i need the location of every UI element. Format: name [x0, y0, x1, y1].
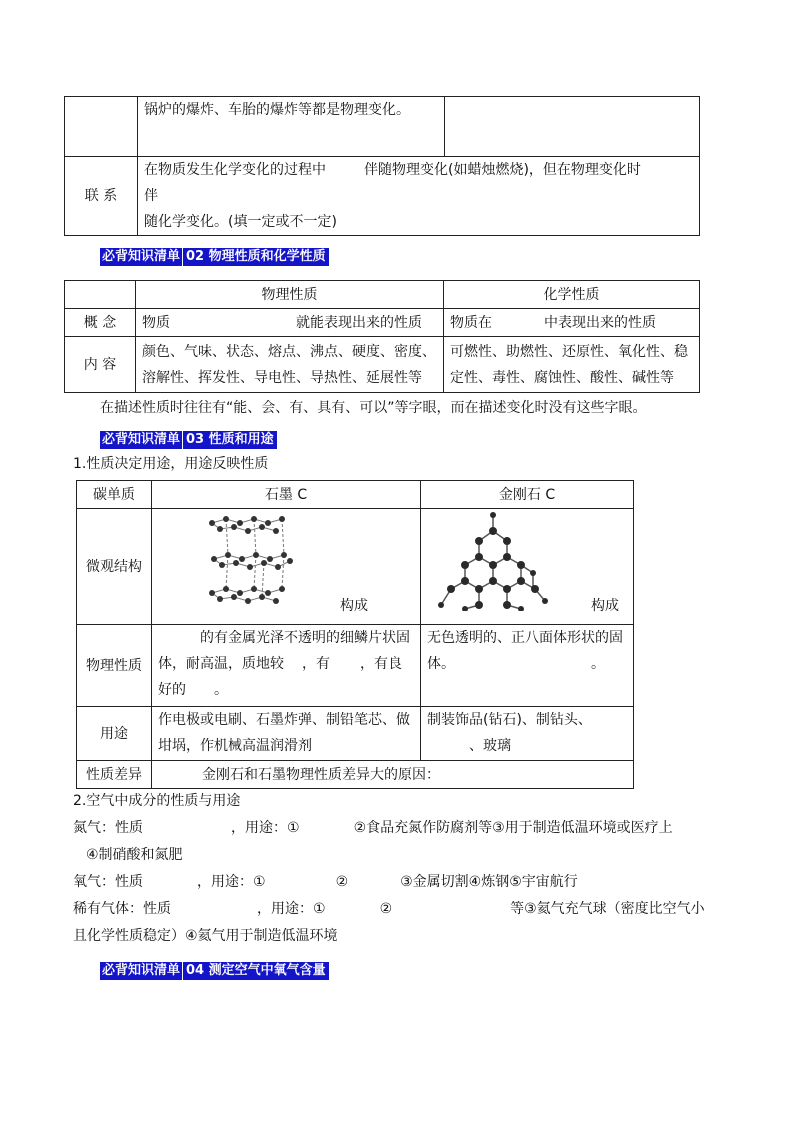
- nitrogen-line1: [73, 817, 673, 839]
- concept-physical: [136, 309, 444, 337]
- graphite-phys-2a: 体，耐高温，质地较: [158, 656, 284, 672]
- graphite-phys-line1: 的有金属光泽不透明的细鳞片状固: [200, 630, 410, 646]
- link-text-d: 随化学变化。(填一定或不一定): [144, 214, 337, 230]
- use-label: 用途: [77, 707, 152, 761]
- graphite-phys-2c: ，有良: [360, 656, 402, 672]
- section-02-heading: [100, 248, 329, 266]
- rare-b: ，用途：①: [257, 901, 326, 917]
- link-text-a: 在物质发生化学变化的过程中: [144, 162, 326, 178]
- section-02-label: 必背知识清单: [102, 249, 181, 264]
- content-chem-line2: 定性、毒性、腐蚀性、酸性、碱性等: [450, 370, 674, 386]
- concept-chem-a: 物质在: [450, 314, 492, 331]
- concept-label: 概 念: [65, 309, 136, 337]
- section-03-heading: [100, 431, 277, 449]
- concept-chemical: [444, 309, 700, 337]
- o2-b: ，用途：①: [197, 874, 266, 890]
- physical-chemical-change-table: [64, 96, 700, 236]
- content-physical: [136, 337, 444, 393]
- h-graphite: 石墨 C: [152, 481, 421, 509]
- diamond-phys-line1: 无色透明的、正八面体形状的固: [427, 630, 623, 646]
- h-diamond: 金刚石 C: [421, 481, 634, 509]
- table1-row1-text: 锅炉的爆炸、车胎的爆炸等都是物理变化。: [138, 97, 445, 157]
- graphite-phys-3b: 。: [214, 682, 228, 698]
- section-03-label: 必背知识清单: [102, 432, 181, 447]
- link-label: 联 系: [65, 157, 138, 236]
- graphite-use-line1: 作电极或电刷、石墨炸弹、制铅笔芯、做: [158, 712, 410, 728]
- diamond-structure-cell: [421, 509, 634, 625]
- link-text-b: 伴随物理变化(如蜡烛燃烧)，但在物理变化时: [364, 162, 641, 178]
- header-physical: 物理性质: [136, 281, 444, 309]
- diamond-phys-cell: [421, 625, 634, 707]
- graphite-compose-label: 构成: [340, 598, 368, 614]
- diamond-compose-label: 构成: [591, 598, 619, 614]
- rare-d: 等③氦气充气球（密度比空气小: [510, 901, 705, 917]
- content-chem-line1: 可燃性、助燃性、还原性、氧化性、稳: [450, 344, 688, 360]
- section-04-title: 04 测定空气中氧气含量: [183, 962, 329, 980]
- graphite-phys-3a: 好的: [158, 682, 186, 698]
- diamond-phys-2b: 。: [591, 656, 605, 672]
- graphite-phys-cell: [152, 625, 421, 707]
- concept-phys-b: 就能表现出来的性质: [296, 314, 422, 331]
- rare-gas-line1: [73, 898, 705, 920]
- o2-a: 氧气：性质: [73, 874, 143, 890]
- concept-phys-a: 物质: [142, 314, 170, 331]
- diamond-use-line1: 制装饰品(钻石)、制钻头、: [427, 712, 592, 728]
- nitrogen-line2: ④制硝酸和氮肥: [86, 847, 183, 863]
- concept-chem-b: 中表现出来的性质: [544, 314, 656, 331]
- rare-a: 稀有气体：性质: [73, 901, 171, 917]
- table1-empty-label-cell: [65, 97, 138, 157]
- oxygen-line: [73, 871, 578, 893]
- table2-corner-cell: [65, 281, 136, 309]
- rare-c: ②: [379, 901, 393, 917]
- content-label: 内 容: [65, 337, 136, 393]
- diamond-use-line2: 、玻璃: [469, 738, 511, 754]
- content-chemical: [444, 337, 700, 393]
- graphite-phys-2b: ，有: [302, 656, 330, 672]
- carbon-table: [76, 480, 634, 789]
- header-chemical: 化学性质: [444, 281, 700, 309]
- n2-a: 氮气：性质: [73, 820, 143, 836]
- table1-row1-right-cell: [445, 97, 700, 157]
- n2-c: ②食品充氮作防腐剂等③用于制造低温环境或医疗上: [353, 820, 673, 836]
- content-phys-line2: 溶解性、挥发性、导电性、导热性、延展性等: [142, 370, 422, 386]
- content-phys-line1: 颜色、气味、状态、熔点、沸点、硬度、密度、: [142, 344, 436, 360]
- graphite-structure-image: [204, 513, 314, 613]
- sub-heading-2: 2.空气中成分的性质与用途: [73, 793, 241, 809]
- section-04-label: 必背知识清单: [102, 963, 181, 978]
- graphite-structure-cell: [152, 509, 421, 625]
- section-04-heading: [100, 962, 329, 980]
- link-text-cell: [138, 157, 700, 236]
- note-text: 在描述性质时往往有“能、会、有、具有、可以”等字眼，而在描述变化时没有这些字眼。: [100, 400, 647, 416]
- properties-table: [64, 280, 700, 393]
- section-02-title: 02 物理性质和化学性质: [183, 248, 329, 266]
- sub-heading-1: 1.性质决定用途，用途反映性质: [73, 456, 269, 472]
- rare-gas-line2: 且化学性质稳定）④氦气用于制造低温环境: [73, 928, 338, 944]
- link-text-c: 伴: [144, 188, 158, 204]
- diamond-phys-2a: 体。: [427, 656, 455, 672]
- o2-d: ③金属切割④炼钢⑤宇宙航行: [400, 874, 578, 890]
- phys-label: 物理性质: [77, 625, 152, 707]
- diff-label: 性质差异: [77, 761, 152, 789]
- n2-b: ，用途：①: [231, 820, 300, 836]
- diff-text: 金刚石和石墨物理性质差异大的原因：: [152, 761, 634, 789]
- section-03-title: 03 性质和用途: [183, 431, 277, 449]
- h-substance: 碳单质: [77, 481, 152, 509]
- o2-c: ②: [335, 874, 349, 890]
- micro-label: 微观结构: [77, 509, 152, 625]
- diamond-use-cell: [421, 707, 634, 761]
- graphite-use-line2: 坩埚，作机械高温润滑剂: [158, 738, 312, 754]
- graphite-use-cell: [152, 707, 421, 761]
- diamond-structure-image: [433, 511, 553, 611]
